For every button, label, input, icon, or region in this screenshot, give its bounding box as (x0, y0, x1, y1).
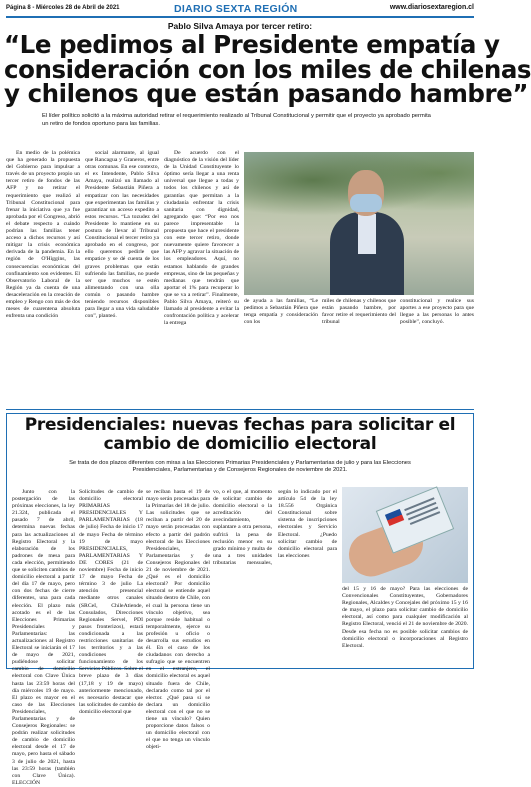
article-column-6: constitucional y realice sus aportes a ese proyecto para que llegue a las personas lo antes posible”, concluyó. (400, 298, 474, 326)
article-headline (4, 30, 531, 108)
article-column-4: de ayuda a las familias, “Le pedimos a Sebastián Piñera que tenga empatía y consideración con los (244, 298, 318, 326)
article-photo-man-with-mask (244, 152, 474, 295)
article-column-2: social alarmante, al igual que Rancagua y Graneros, entre otras comunas. En ese contexto, el ex Intendente, Pablo Silva Amaya, realizó un llamado al Presidente Sebastián Piñera a empatizar con las necesidades que experimentan las familias y garantizar un acceso expedito a estos recursos. “La tozudez del Presidente lo mantiene en su postura de llevar al Tribunal Constitucional el tercer retiro ya aprobado en el congreso, por ello queremos pedirle que empatice y se dé cuenta de los graves problemas que están sufriendo las familias, no puede ser que muchos se estén alimentando con una olla común o pasando hambre teniendo recursos disponibles para llegar a una vida saludable con”, planteó. (85, 150, 159, 320)
boxed-article-lead: Se trata de dos plazos diferentes con miras a las Elecciones Primarias Presidenciales y Parlamentarias de julio y para las Elecciones Presidenciales, Parlamentarias y de Consejeros Regionales de noviembre de 2021. (69, 460, 411, 474)
box-column-2: Solicitudes de cambio de domicilio electoral PRIMARIAS PRESIDENCIALES Y PARLAMENTARIAS (18 de julio) Fecha de inicio 17 de mayo Fecha de término 19 de mayo PRESIDENCIALES, PARLAMENTARIAS Y DE CORES (21 de noviembre) Fecha de inicio 17 de mayo Fecha de término 3 de julio La atención presencial mediante otros canales (SRCeI, ChileAtiende, Consulados, Direcciones Regionales Servel, PDI pasos fronterizos), estará condicionada a las restricciones sanitarias de los territorios y a las condiciones de funcionamiento de los Servicios Públicos. Sobre el breve plazo de 3 días (17,18 y 19 de mayo) anteriormente mencionado, es necesario destacar que las solicitudes de cambio de domicilio electoral que (79, 489, 143, 715)
article-column-1: En medio de la polémica que ha generado la propuesta del Gobierno para impulsar a través de un proyecto propio un tercer retiro de fondos de las AFP y no retirar el requerimiento que realizó al Tribunal Constitucional para frenar la iniciativa que ya fue aprobada por el Congreso, abrió el debate respecto a cuándo podrían las familias tener acceso a dichos recursos y así mitigar la crisis económica derivada de la pandemia. En la región de O'Higgins, las consecuencias económicas del confinamiento son evidentes. El Observatorio Laboral de la Región ya da cuenta de una desaceleración en la creación de empleo y Rengo con más de dos meses de cuarentena absoluta enfrenta una condición (6, 150, 80, 320)
headline-line: “Le pedimos al Presidente empatía y (4, 30, 500, 59)
box-column-3: se reciban hasta el 19 de mayo serán procesadas para la Primarias del 18 de julio. Las solicitudes que se reciban a partir del 20 de mayo serán procesadas con efecto a partir del padrón electoral de las Elecciones Presidenciales, Parlamentarias y de Consejeros Regionales del 21 de noviembre de 2021. ¿Qué es el domicilio electoral? Por domicilio electoral se entiende aquel situado dentro de Chile, con el cual la persona tiene un vínculo objetivo, sea porque reside habitual o temporalmente, ejerce su profesión u oficio o desarrolla sus estudios en él. En el caso de los ciudadanos con derecho a sufragio que se encuentren en el extranjero, el domicilio electoral es aquel situado fuera de Chile, declarado como tal por el elector. ¿Qué pasa si se declara un domicilio electoral con el que no se tiene un vínculo? Quien proporcione datos falsos o un domicilio electoral con el que no tenga un vínculo objeti- (146, 489, 210, 751)
headline-line: consideración con los miles de chilenas (4, 54, 531, 84)
page-date: Página 8 - Miércoles 28 de Abril de 2021 (6, 5, 120, 11)
website-url[interactable]: www.diariosextaregion.cl (389, 4, 474, 11)
box-column-4: vo, o el que, al momento de solicitar cambio de domicilio electoral o la acreditación del avecindamiento, suplantare a otra persona, sufrirá la pena de reclusión menor en su grado mínimo y multa de una a tres unidades tributarias mensuales, según lo indicado por el artículo 54 de la ley 18.556 Orgánica Constitucional sobre sistema de inscripciones electorales y Servicio Electoral. ¿Puedo solicitar cambio de domicilio electoral para las elecciones (213, 489, 337, 566)
article-kicker: Pablo Silva Amaya por tercer retiro: (167, 21, 313, 31)
box-column-5: del 15 y 16 de mayo? Para las elecciones de Convencionales Constituyentes, Gobernadores Regionales, Alcaldes y Concejales del próximo 15 y 16 de mayo, el plazo para solicitar cambio de domicilio electoral, así como para cualquier modificación al Registro Electoral, venció el 21 de noviembre de 2020. Desde esa fecha no es posible solicitar cambios de domicilio electoral o incorporaciones al Registro Electoral. (342, 586, 468, 649)
section-divider (6, 409, 474, 410)
article-photo-id-card (342, 487, 468, 583)
boxed-article-title: Presidenciales: nuevas fechas para solicitar el cambio de domicilio electoral (24, 415, 456, 454)
article-column-3: De acuerdo con el diagnóstico de la visión del líder de la Unidad Constituyente lo óptimo sería llegar a una renta universal que llegue a todas y todos los chilenos y así de garantías que permitan a la ciudadanía enfrentar la crisis sanitaria con dignidad, agregando que: “Por eso nos parece impresentable la propuesta que hace el presidente con este tercer retiro, donde nuevamente quiere favorecer a las AFP y agravar la situación de los empleadores. Aquí, no estamos hablando de grandes empresas, sino de las pequeñas y medianas que tendrán que aportar el 1% para recuperar lo que se va a retirar”. Finalmente, Pablo Silva Amaya, reiteró su llamado al presidente a evitar la confrontación política y acelerar la entrega (164, 150, 239, 327)
box-column-1: Junto con la postergación de las próximas elecciones, la ley 21.324, publicada el pasado 7 de abril, determina nuevas fechas para las actualizaciones al Registro Electoral y la elaboración de los padrones de mesa para cada elección, permitiendo que se soliciten cambios de domicilio electoral a partir del día 17 de mayo, pero con dos fechas de cierre diferentes, una para cada elección. El plazo más acotado es el de las Elecciones Primarias Presidenciales y Parlamentarias: las actualizaciones al Registro Electoral se iniciarán el 17 de mayo de 2021, pudiéndose solicitar cambio de domicilio electoral con Clave Única hasta las 23:59 horas del día miércoles 19 de mayo. El plazo es mayor en el caso de las Elecciones Presidenciales, Parlamentarias y de Consejeros Regionales: se podrán realizar solicitudes de cambio de domicilio electoral desde el 17 de mayo, pero hasta el sábado 3 de julio de 2021, hasta las 23:59 horas (también con Clave Única). ELECCIÓN (12, 489, 75, 786)
headline-line: y chilenos que están pasando hambre” (4, 79, 528, 108)
article-column-5: miles de chilenas y chilenos que están pasando hambre, por favor retire el requerimiento del tribunal (322, 298, 396, 326)
header-rule (6, 16, 474, 18)
newspaper-masthead: DIARIO SEXTA REGIÓN (174, 3, 298, 15)
page-header (6, 4, 474, 16)
article-lead: El líder político solicitó a la máxima autoridad retirar el requerimiento realizado al Tribunal Constitucional y permitir que el proyecto ya aprobado permita un retiro de fondos oportuno para las familias. (42, 113, 431, 127)
